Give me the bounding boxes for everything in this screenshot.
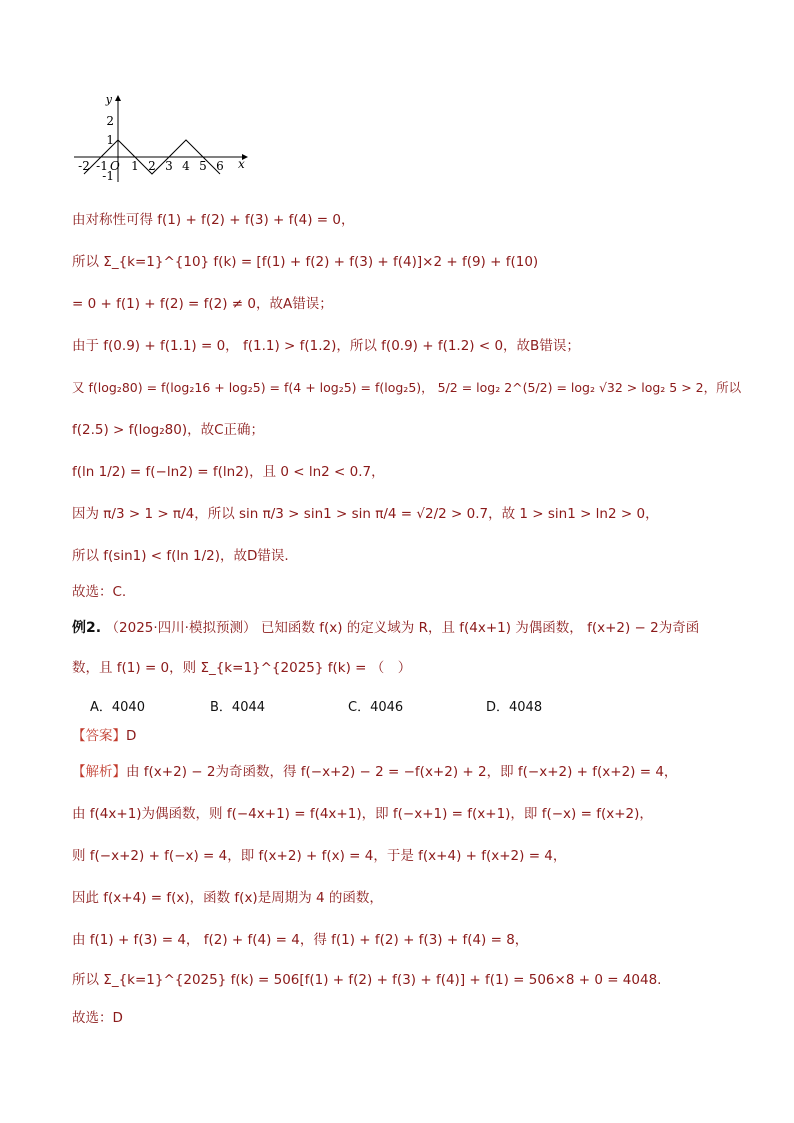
analysis-text: 由 f(x+2) − 2为奇函数，得 f(−x+2) − 2 = −f(x+2) + 2，即 f(−x+2) + f(x+2) = 4， [126,764,678,780]
option-b: B．4044 [210,700,266,715]
solution-line: 由对称性可得 f(1) + f(2) + f(3) + f(4) = 0， [72,212,355,228]
analysis-line [72,762,677,782]
analysis-line: 由 f(1) + f(3) = 4， f(2) + f(4) = 4，得 f(1) + f(2) + f(3) + f(4) = 8， [72,932,529,948]
choice-conclusion: 故选：C. [72,584,127,600]
x-tick-label: 6 [216,159,224,173]
function-graph [70,94,250,184]
x-axis-label: x [238,157,245,171]
solution-line: 由于 f(0.9) + f(1.1) = 0， f(1.1) > f(1.2)，所以 f(0.9) + f(1.2) < 0，故B错误； [72,338,580,354]
x-tick-label: 4 [182,159,190,173]
analysis-line: 所以 Σ_{k=1}^{2025} f(k) = 506[f(1) + f(2) + f(3) + f(4)] + f(1) = 506×8 + 0 = 4048. [72,972,662,988]
question-stem-line2: 数，且 f(1) = 0，则 Σ_{k=1}^{2025} f(k) = （ ） [72,660,412,676]
analysis-line: 则 f(−x+2) + f(−x) = 4，即 f(x+2) + f(x) = 4，于是 f(x+4) + f(x+2) = 4， [72,848,567,864]
option-a: A．4040 [90,700,145,715]
question-stem-line1 [72,618,699,638]
x-tick-label: 3 [165,159,173,173]
x-tick-label: 2 [148,159,156,173]
question-stem: 已知函数 f(x) 的定义域为 R，且 f(4x+1) 为偶函数， f(x+2) − 2为奇函 [260,620,700,636]
analysis-tag: 【解析】 [72,764,126,780]
y-tick-label: 1 [106,133,114,147]
analysis-line: 因此 f(x+4) = f(x)，函数 f(x)是周期为 4 的函数， [72,890,383,906]
choice-conclusion: 故选：D [72,1010,123,1026]
y-tick-label: -1 [102,169,114,183]
answer-line [72,726,136,746]
solution-line: 所以 Σ_{k=1}^{10} f(k) = [f(1) + f(2) + f(3) + f(4)]×2 + f(9) + f(10) [72,254,539,270]
x-tick-label: 1 [131,159,139,173]
solution-line: 因为 π/3 > 1 > π/4，所以 sin π/3 > sin1 > sin π/4 = √2/2 > 0.7，故 1 > sin1 > ln2 > 0， [72,506,659,522]
x-tick-label: -1 [96,159,108,173]
answer-tag: 【答案】 [72,728,126,744]
x-tick-label: -2 [78,159,90,173]
answer-value: D [126,728,137,744]
option-d: D．4048 [486,700,543,715]
solution-line: 又 f(log₂80) = f(log₂16 + log₂5) = f(4 + log₂5) = f(log₂5)， 5/2 = log₂ 2^(5/2) = log₂ √32 > log₂ 5 > 2，所以 [72,380,742,395]
option-c: C．4046 [348,700,404,715]
example-label: 例2. [72,620,102,636]
solution-line: 所以 f(sin1) < f(ln 1/2)，故D错误. [72,548,289,564]
solution-line: f(ln 1/2) = f(−ln2) = f(ln2)，且 0 < ln2 < 0.7， [72,464,385,480]
y-axis-label: y [105,94,112,106]
question-source: （2025·四川·模拟预测） [105,620,257,636]
analysis-line: 由 f(4x+1)为偶函数，则 f(−4x+1) = f(4x+1)，即 f(−x+1) = f(x+1)，即 f(−x) = f(x+2)， [72,806,653,822]
y-tick-label: 2 [106,114,114,128]
x-tick-label: 5 [199,159,207,173]
solution-line: = 0 + f(1) + f(2) = f(2) ≠ 0，故A错误； [72,296,333,312]
solution-line: f(2.5) > f(log₂80)，故C正确； [72,422,265,438]
origin-label: O [110,159,120,173]
